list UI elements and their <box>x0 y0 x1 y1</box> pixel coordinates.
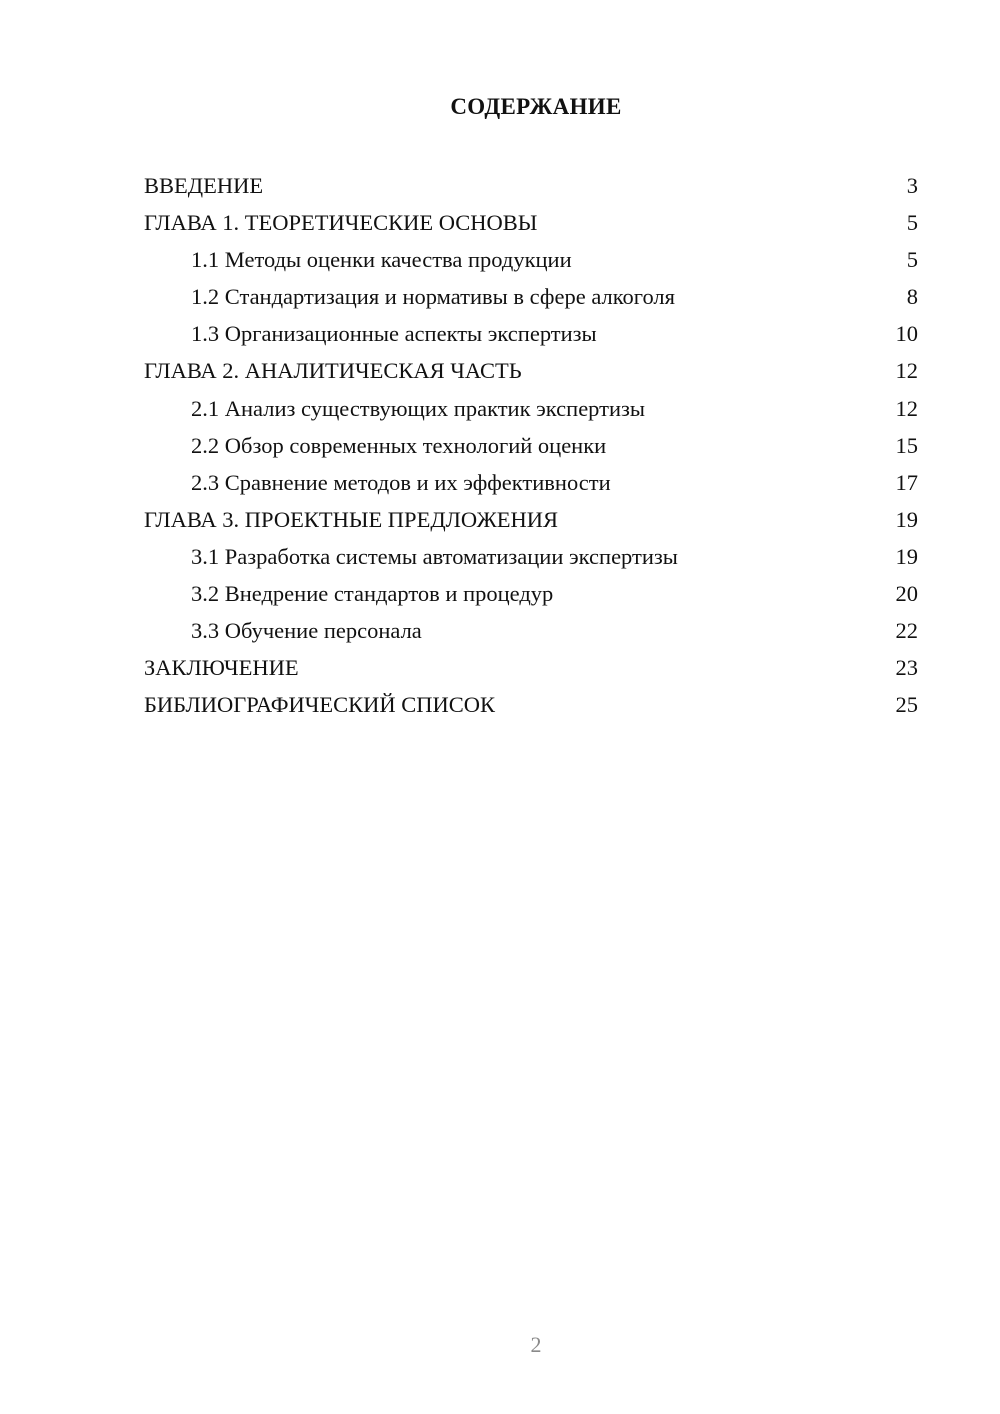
toc-entry-chapter-1[interactable] <box>144 204 918 241</box>
toc-entry-section-3-1[interactable] <box>144 538 918 575</box>
toc-entry-section-1-2[interactable] <box>144 278 918 315</box>
toc-entry-label: 2.2 Обзор современных технологий оценки <box>191 432 607 458</box>
toc-entry-page: 10 <box>895 321 918 347</box>
page-title: СОДЕРЖАНИЕ <box>450 94 622 119</box>
toc-entry-page: 23 <box>895 655 918 681</box>
toc-entry-conclusion[interactable] <box>144 649 918 686</box>
toc-entry-section-3-2[interactable] <box>144 575 918 612</box>
toc-entry-section-2-2[interactable] <box>144 427 918 464</box>
toc-entry-page: 12 <box>895 395 918 421</box>
toc-entry-label: 3.2 Внедрение стандартов и процедур <box>191 581 554 607</box>
toc-entry-page: 5 <box>906 247 918 273</box>
toc-entry-chapter-2[interactable] <box>144 352 918 389</box>
toc-entry-section-2-1[interactable] <box>144 390 918 427</box>
toc-entry-section-3-3[interactable] <box>144 612 918 649</box>
toc-entry-introduction[interactable] <box>144 167 918 204</box>
toc-entry-page: 22 <box>895 618 918 644</box>
toc-entry-page: 5 <box>906 210 918 236</box>
toc-entry-page: 25 <box>895 692 918 718</box>
toc-entry-label: 1.2 Стандартизация и нормативы в сфере алкоголя <box>191 284 675 310</box>
toc-entry-page: 8 <box>906 284 918 310</box>
toc-entry-page: 12 <box>895 358 918 384</box>
toc-entry-label: 3.3 Обучение персонала <box>191 618 422 644</box>
table-of-contents <box>144 167 918 723</box>
toc-entry-page: 19 <box>895 506 918 532</box>
toc-entry-label: ВВЕДЕНИЕ <box>144 173 264 198</box>
toc-entry-page: 3 <box>906 173 918 198</box>
toc-entry-page: 20 <box>895 581 918 607</box>
page-number: 2 <box>530 1332 542 1357</box>
toc-entry-page: 19 <box>895 543 918 569</box>
toc-entry-label: 3.1 Разработка системы автоматизации экспертизы <box>191 543 678 569</box>
toc-entry-bibliography[interactable] <box>144 686 918 723</box>
toc-entry-section-2-3[interactable] <box>144 464 918 501</box>
toc-entry-chapter-3[interactable] <box>144 501 918 538</box>
toc-entry-section-1-1[interactable] <box>144 241 918 278</box>
toc-entry-label: 1.3 Организационные аспекты экспертизы <box>191 321 597 347</box>
toc-entry-label: ГЛАВА 2. АНАЛИТИЧЕСКАЯ ЧАСТЬ <box>144 358 522 384</box>
toc-entry-label: ГЛАВА 3. ПРОЕКТНЫЕ ПРЕДЛОЖЕНИЯ <box>144 506 559 532</box>
toc-entry-label: ЗАКЛЮЧЕНИЕ <box>144 655 299 681</box>
toc-entry-label: БИБЛИОГРАФИЧЕСКИЙ СПИСОК <box>144 692 496 718</box>
toc-entry-label: 1.1 Методы оценки качества продукции <box>191 247 572 273</box>
toc-entry-label: ГЛАВА 1. ТЕОРЕТИЧЕСКИЕ ОСНОВЫ <box>144 210 538 236</box>
toc-entry-label: 2.1 Анализ существующих практик экспертизы <box>191 395 646 421</box>
toc-entry-page: 17 <box>895 469 918 495</box>
toc-entry-page: 15 <box>895 432 918 458</box>
toc-entry-label: 2.3 Сравнение методов и их эффективности <box>191 469 611 495</box>
toc-entry-section-1-3[interactable] <box>144 315 918 352</box>
